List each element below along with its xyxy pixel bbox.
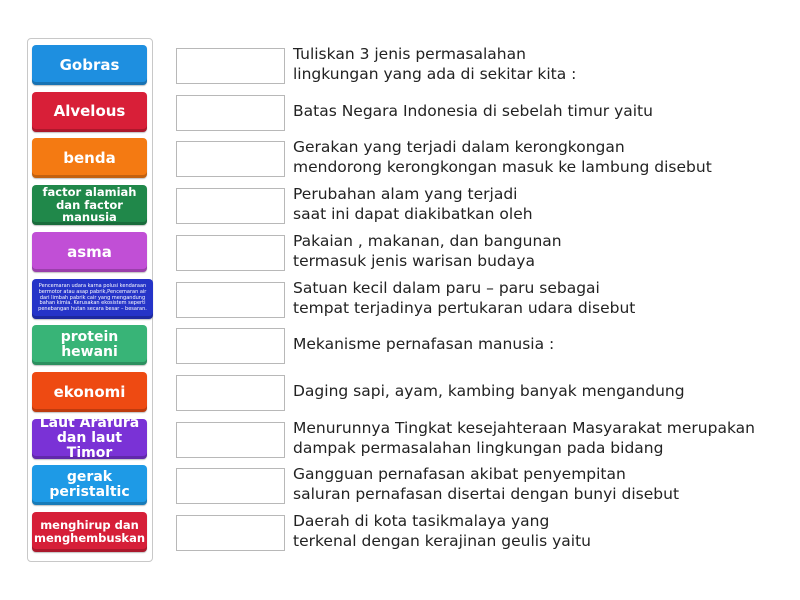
answer-tile[interactable] (32, 185, 147, 225)
answer-tile-label: asma (67, 242, 112, 261)
drop-target-box[interactable] (176, 515, 285, 551)
answer-tile-label: menghirup dan menghembuskan (33, 518, 146, 545)
prompt-line1: Daging sapi, ayam, kambing banyak mengandung (293, 381, 685, 400)
drop-target-box[interactable] (176, 422, 285, 458)
prompt-line2: termasuk jenis warisan budaya (293, 251, 535, 270)
answer-tile[interactable] (32, 138, 147, 178)
prompt-line1: Satuan kecil dalam paru – paru sebagai (293, 278, 600, 297)
prompt-text (293, 334, 783, 354)
prompt-text (293, 381, 783, 401)
answer-tile-label: Laut Arafura dan laut Timor (39, 414, 140, 462)
prompt-text (293, 278, 783, 318)
answer-tile[interactable] (32, 92, 147, 132)
answer-tile[interactable] (32, 279, 153, 319)
prompt-line2: saluran pernafasan disertai dengan bunyi disebut (293, 485, 680, 504)
drop-target-box[interactable] (176, 188, 285, 224)
answer-tile[interactable] (32, 325, 147, 365)
answer-tile[interactable] (32, 512, 147, 552)
answer-tile-label: benda (63, 149, 116, 168)
prompt-line1: Pakaian , makanan, dan bangunan (293, 231, 562, 250)
drop-target-box[interactable] (176, 95, 285, 131)
drop-target-box[interactable] (176, 375, 285, 411)
prompt-text (293, 464, 783, 504)
drop-target-box[interactable] (176, 141, 285, 177)
answer-tile-label: ekonomi (53, 382, 126, 401)
answer-tile[interactable] (32, 232, 147, 272)
answer-tile-label: Pencemaran udara karna polusi kendaraan bermotor atau asap pabrik,Pencemaran air dari limbah pabrik cair yang mengandung bahan kimia. Kerusakan ekosistem seperti penebangan hutan secara besar – besaran. (38, 283, 147, 313)
prompt-text (293, 184, 783, 224)
prompt-text (293, 137, 783, 177)
prompt-line2: terkenal dengan kerajinan geulis yaitu (293, 532, 591, 550)
prompt-text (293, 511, 783, 551)
answer-tile[interactable] (32, 45, 147, 85)
answer-tile-label: Gobras (59, 55, 120, 74)
prompt-line1: Gangguan pernafasan akibat penyempitan (293, 465, 626, 484)
prompt-line1: Mekanisme pernafasan manusia : (293, 335, 555, 354)
answer-tile-label: Alvelous (53, 102, 126, 121)
drop-target-box[interactable] (176, 468, 285, 504)
prompt-line1: Menurunnya Tingkat kesejahteraan Masyarakat merupakan (293, 418, 755, 437)
prompt-line2: mendorong kerongkongan masuk ke lambung disebut (293, 158, 712, 177)
prompt-line2: lingkungan yang ada di sekitar kita : (293, 65, 577, 83)
drop-target-box[interactable] (176, 328, 285, 364)
answer-tile[interactable] (32, 465, 147, 505)
prompt-line2: tempat terjadinya pertukaran udara disebut (293, 298, 636, 317)
answer-tile-label: protein hewani (60, 328, 119, 361)
prompt-line1: Batas Negara Indonesia di sebelah timur yaitu (293, 101, 653, 120)
prompt-line1: Gerakan yang terjadi dalam kerongkongan (293, 138, 625, 157)
answer-tile-label: factor alamiah dan factor manusia (42, 185, 137, 225)
drop-target-box[interactable] (176, 48, 285, 84)
prompt-line2: dampak permasalahan lingkungan pada bidang (293, 438, 664, 457)
prompt-text (293, 101, 783, 121)
answer-tile-label: gerak peristaltic (49, 468, 130, 501)
prompt-line1: Perubahan alam yang terjadi (293, 185, 518, 204)
answer-tile[interactable] (32, 372, 147, 412)
prompt-line1: Daerah di kota tasikmalaya yang (293, 512, 550, 530)
answer-tile[interactable] (32, 414, 147, 462)
drop-target-box[interactable] (176, 235, 285, 271)
prompt-line2: saat ini dapat diakibatkan oleh (293, 205, 533, 224)
prompt-text (293, 231, 783, 271)
prompt-text (293, 44, 783, 84)
prompt-line1: Tuliskan 3 jenis permasalahan (293, 45, 526, 63)
prompt-text (293, 418, 783, 458)
drop-target-box[interactable] (176, 282, 285, 318)
